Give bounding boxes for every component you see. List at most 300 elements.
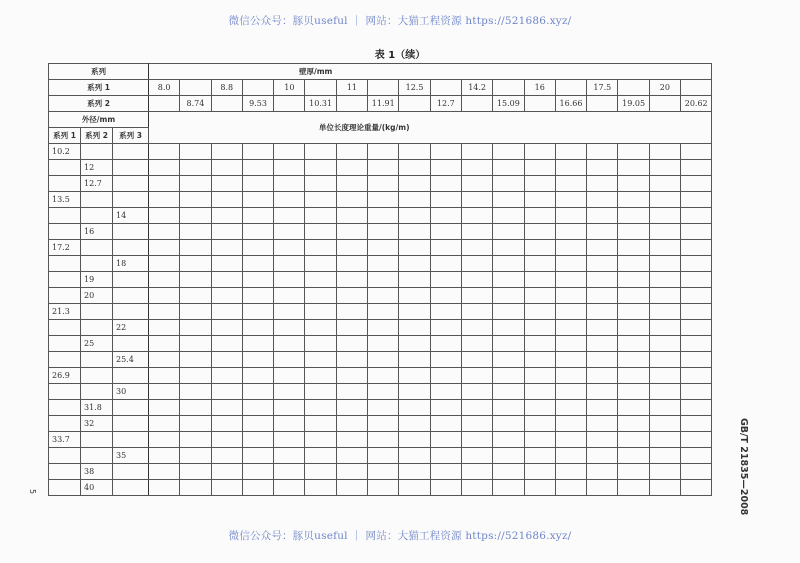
weight-cell [461, 352, 492, 368]
weight-cell [149, 384, 180, 400]
weight-cell [587, 352, 618, 368]
weight-cell [368, 416, 399, 432]
weight-cell [493, 384, 524, 400]
weight-cell [493, 448, 524, 464]
weight-cell [555, 368, 586, 384]
table-row [49, 208, 712, 224]
od-s3-cell: 30 [113, 384, 149, 400]
weight-cell [305, 464, 336, 480]
weight-cell [368, 320, 399, 336]
weight-cell [211, 384, 242, 400]
weight-cell [368, 480, 399, 496]
weight-cell [524, 384, 555, 400]
weight-cell [336, 304, 367, 320]
wall-series1-cell [681, 80, 712, 96]
weight-cell [587, 480, 618, 496]
weight-cell [587, 176, 618, 192]
header-row-wall-series1 [49, 80, 712, 96]
table-row [49, 256, 712, 272]
weight-cell [211, 432, 242, 448]
weight-cell [274, 416, 305, 432]
weight-cell [587, 400, 618, 416]
weight-cell [180, 352, 211, 368]
weight-cell [430, 160, 461, 176]
weight-cell [336, 256, 367, 272]
weight-cell [242, 448, 273, 464]
weight-cell [493, 144, 524, 160]
weight-cell [618, 448, 649, 464]
weight-cell [305, 208, 336, 224]
weight-cell [368, 368, 399, 384]
weight-cell [368, 352, 399, 368]
weight-cell [399, 400, 430, 416]
weight-cell [211, 272, 242, 288]
od-s3-cell [113, 336, 149, 352]
weight-cell [681, 400, 712, 416]
od-s3-cell [113, 368, 149, 384]
weight-cell [211, 400, 242, 416]
od-s2-cell [81, 368, 113, 384]
weight-cell [242, 192, 273, 208]
weight-cell [649, 176, 680, 192]
weight-cell [430, 176, 461, 192]
table-row [49, 224, 712, 240]
table-row [49, 336, 712, 352]
od-s2-cell [81, 352, 113, 368]
weight-cell [149, 144, 180, 160]
weight-cell [368, 432, 399, 448]
weight-cell [681, 368, 712, 384]
weight-cell [336, 352, 367, 368]
header-row-wall-series2 [49, 96, 712, 112]
weight-cell [368, 448, 399, 464]
weight-cell [649, 288, 680, 304]
od-series3-header: 系列 3 [113, 128, 149, 144]
series2-label: 系列 2 [49, 96, 149, 112]
weight-cell [461, 240, 492, 256]
weight-cell [524, 320, 555, 336]
weight-cell [242, 384, 273, 400]
weight-cell [681, 448, 712, 464]
od-series2-header: 系列 2 [81, 128, 113, 144]
weight-cell [430, 432, 461, 448]
weight-cell [149, 480, 180, 496]
weight-cell [180, 320, 211, 336]
weight-cell [587, 256, 618, 272]
weight-cell [430, 256, 461, 272]
weight-cell [149, 320, 180, 336]
weight-cell [399, 288, 430, 304]
weight-cell [399, 336, 430, 352]
weight-cell [211, 448, 242, 464]
weight-cell [305, 432, 336, 448]
weight-cell [211, 176, 242, 192]
weight-cell [524, 480, 555, 496]
weight-cell [399, 256, 430, 272]
weight-cell [524, 368, 555, 384]
weight-cell [305, 320, 336, 336]
weight-cell [180, 256, 211, 272]
od-s1-cell: 10.2 [49, 144, 81, 160]
weight-cell [211, 240, 242, 256]
weight-cell [555, 192, 586, 208]
wall-series2-cell [399, 96, 430, 112]
od-s3-cell: 25.4 [113, 352, 149, 368]
weight-cell [430, 480, 461, 496]
table-row [49, 384, 712, 400]
weight-cell [399, 224, 430, 240]
weight-cell [430, 272, 461, 288]
table-row [49, 176, 712, 192]
weight-cell [681, 304, 712, 320]
weight-cell [336, 480, 367, 496]
od-s1-cell [49, 464, 81, 480]
od-s2-cell [81, 432, 113, 448]
weight-cell [399, 208, 430, 224]
weight-cell [305, 336, 336, 352]
weight-cell [149, 352, 180, 368]
weight-cell [211, 336, 242, 352]
weight-cell [180, 480, 211, 496]
od-s1-cell [49, 400, 81, 416]
weight-cell [211, 288, 242, 304]
od-s1-cell [49, 208, 81, 224]
weight-cell [587, 368, 618, 384]
weight-cell [211, 208, 242, 224]
weight-cell [555, 480, 586, 496]
table-row [49, 480, 712, 496]
wall-series1-cell: 16 [524, 80, 555, 96]
weight-cell [618, 208, 649, 224]
weight-cell [274, 256, 305, 272]
od-s2-cell [81, 192, 113, 208]
od-s1-cell [49, 480, 81, 496]
weight-cell [555, 416, 586, 432]
weight-cell [587, 464, 618, 480]
weight-cell [461, 400, 492, 416]
weight-cell [180, 448, 211, 464]
od-s3-cell [113, 464, 149, 480]
weight-cell [524, 304, 555, 320]
od-s1-cell [49, 224, 81, 240]
weight-cell [681, 288, 712, 304]
weight-cell [368, 272, 399, 288]
weight-cell [274, 368, 305, 384]
weight-cell [242, 176, 273, 192]
weight-cell [618, 400, 649, 416]
weight-cell [493, 192, 524, 208]
weight-cell [211, 256, 242, 272]
od-s1-cell [49, 336, 81, 352]
page-number: 5 [28, 488, 38, 495]
weight-cell [461, 320, 492, 336]
weight-cell [555, 224, 586, 240]
od-series1-header: 系列 1 [49, 128, 81, 144]
wall-series1-cell: 8.0 [149, 80, 180, 96]
weight-cell [368, 336, 399, 352]
od-s3-cell [113, 432, 149, 448]
weight-cell [461, 160, 492, 176]
weight-cell [149, 256, 180, 272]
weight-cell [587, 432, 618, 448]
od-s2-cell: 38 [81, 464, 113, 480]
weight-cell [555, 464, 586, 480]
wall-series2-cell [149, 96, 180, 112]
weight-cell [587, 448, 618, 464]
weight-cell [336, 400, 367, 416]
weight-cell [180, 224, 211, 240]
watermark-bottom: 微信公众号：豚贝useful ｜ 网站：大猫工程资源 https://521686.xyz/ [228, 530, 572, 542]
weight-cell [618, 384, 649, 400]
weight-cell [305, 176, 336, 192]
weight-cell [649, 304, 680, 320]
table-row [49, 448, 712, 464]
weight-cell [399, 192, 430, 208]
weight-cell [211, 160, 242, 176]
weight-cell [274, 384, 305, 400]
weight-cell [368, 224, 399, 240]
weight-cell [149, 464, 180, 480]
od-s3-cell [113, 160, 149, 176]
weight-cell [681, 352, 712, 368]
weight-cell [211, 144, 242, 160]
wall-series2-cell [211, 96, 242, 112]
weight-cell [681, 432, 712, 448]
weight-cell [461, 208, 492, 224]
od-s2-cell [81, 384, 113, 400]
weight-cell [430, 304, 461, 320]
wall-series1-cell [430, 80, 461, 96]
weight-cell [430, 352, 461, 368]
weight-cell [242, 368, 273, 384]
weight-cell [618, 432, 649, 448]
weight-cell [618, 144, 649, 160]
weight-cell [336, 432, 367, 448]
od-s3-cell [113, 144, 149, 160]
table-row [49, 192, 712, 208]
weight-cell [211, 464, 242, 480]
weight-cell [681, 480, 712, 496]
weight-cell [649, 144, 680, 160]
weight-cell [336, 144, 367, 160]
weight-cell [587, 160, 618, 176]
weight-cell [305, 480, 336, 496]
weight-cell [555, 144, 586, 160]
weight-cell [430, 192, 461, 208]
weight-cell [180, 384, 211, 400]
weight-cell [461, 256, 492, 272]
weight-cell [618, 352, 649, 368]
weight-cell [430, 384, 461, 400]
wall-series1-cell: 17.5 [587, 80, 618, 96]
weight-cell [180, 416, 211, 432]
weight-cell [493, 272, 524, 288]
weight-cell [149, 240, 180, 256]
od-s2-cell: 12.7 [81, 176, 113, 192]
weight-cell [305, 304, 336, 320]
weight-cell [430, 224, 461, 240]
weight-cell [399, 416, 430, 432]
weight-cell [305, 400, 336, 416]
wall-series2-cell [461, 96, 492, 112]
weight-cell [242, 144, 273, 160]
weight-cell [555, 160, 586, 176]
table-row [49, 432, 712, 448]
weight-cell [461, 304, 492, 320]
weight-cell [461, 192, 492, 208]
weight-cell [461, 432, 492, 448]
weight-cell [274, 160, 305, 176]
weight-cell [430, 144, 461, 160]
weight-cell [649, 256, 680, 272]
weight-cell [461, 144, 492, 160]
weight-cell [555, 176, 586, 192]
weight-cell [180, 304, 211, 320]
weight-cell [180, 192, 211, 208]
weight-cell [368, 384, 399, 400]
weight-cell [461, 336, 492, 352]
weight-cell [461, 480, 492, 496]
weight-cell [649, 336, 680, 352]
od-s2-cell [81, 256, 113, 272]
wall-series1-cell [368, 80, 399, 96]
weight-cell [430, 336, 461, 352]
weight-cell [149, 432, 180, 448]
weight-cell [336, 384, 367, 400]
weight-cell [430, 368, 461, 384]
weight-cell [587, 144, 618, 160]
wall-series1-cell [180, 80, 211, 96]
wall-series2-cell: 19.05 [618, 96, 649, 112]
weight-cell [305, 272, 336, 288]
weight-cell [274, 144, 305, 160]
weight-cell [305, 416, 336, 432]
weight-cell [618, 416, 649, 432]
weight-cell [336, 192, 367, 208]
od-s3-cell [113, 272, 149, 288]
weight-cell [211, 416, 242, 432]
weight-table [48, 63, 712, 496]
weight-cell [430, 240, 461, 256]
weight-cell [587, 240, 618, 256]
weight-cell [618, 224, 649, 240]
weight-cell [555, 400, 586, 416]
weight-cell [524, 336, 555, 352]
od-s3-cell [113, 304, 149, 320]
weight-cell [493, 432, 524, 448]
weight-cell [399, 160, 430, 176]
weight-cell [305, 256, 336, 272]
weight-cell [149, 224, 180, 240]
weight-cell [399, 384, 430, 400]
weight-cell [399, 432, 430, 448]
od-s2-cell: 20 [81, 288, 113, 304]
od-label: 外径/mm [49, 112, 149, 128]
weight-cell [336, 240, 367, 256]
table-row [49, 160, 712, 176]
weight-cell [524, 464, 555, 480]
weight-cell [493, 400, 524, 416]
weight-cell [461, 368, 492, 384]
weight-cell [274, 304, 305, 320]
od-s1-cell [49, 176, 81, 192]
table-row [49, 352, 712, 368]
weight-cell [274, 352, 305, 368]
weight-cell [430, 464, 461, 480]
weight-cell [399, 352, 430, 368]
wall-series2-cell: 9.53 [242, 96, 273, 112]
od-s3-cell: 14 [113, 208, 149, 224]
weight-cell [555, 288, 586, 304]
weight-cell [430, 208, 461, 224]
weight-cell [524, 144, 555, 160]
od-s3-cell: 22 [113, 320, 149, 336]
weight-cell [336, 368, 367, 384]
weight-cell [274, 272, 305, 288]
wall-series1-cell [618, 80, 649, 96]
weight-cell [587, 208, 618, 224]
weight-cell [681, 160, 712, 176]
od-s1-cell: 13.5 [49, 192, 81, 208]
weight-cell [649, 240, 680, 256]
weight-cell [242, 240, 273, 256]
weight-cell [461, 224, 492, 240]
weight-cell [430, 288, 461, 304]
weight-cell [336, 176, 367, 192]
weight-cell [180, 288, 211, 304]
od-s1-cell: 26.9 [49, 368, 81, 384]
wall-series1-cell: 10 [274, 80, 305, 96]
od-s1-cell [49, 272, 81, 288]
wall-series1-cell [555, 80, 586, 96]
weight-cell [649, 400, 680, 416]
weight-cell [242, 304, 273, 320]
weight-cell [336, 448, 367, 464]
weight-cell [399, 144, 430, 160]
weight-cell [368, 160, 399, 176]
weight-cell [242, 208, 273, 224]
weight-cell [555, 256, 586, 272]
weight-cell [211, 224, 242, 240]
weight-cell [493, 336, 524, 352]
weight-cell [368, 256, 399, 272]
weight-cell [587, 384, 618, 400]
weight-cell [493, 320, 524, 336]
weight-cell [211, 192, 242, 208]
od-s1-cell [49, 256, 81, 272]
weight-cell [149, 176, 180, 192]
weight-cell [618, 304, 649, 320]
od-s2-cell: 19 [81, 272, 113, 288]
weight-cell [430, 416, 461, 432]
weight-cell [461, 416, 492, 432]
weight-cell [524, 224, 555, 240]
weight-cell [149, 336, 180, 352]
weight-cell [274, 240, 305, 256]
weight-cell [180, 368, 211, 384]
weight-cell [180, 432, 211, 448]
weight-cell [618, 320, 649, 336]
weight-cell [649, 368, 680, 384]
weight-cell [368, 464, 399, 480]
weight-cell [649, 384, 680, 400]
weight-cell [399, 368, 430, 384]
weight-cell [180, 240, 211, 256]
weight-cell [274, 224, 305, 240]
weight-cell [211, 304, 242, 320]
od-s1-cell [49, 320, 81, 336]
weight-cell [493, 160, 524, 176]
